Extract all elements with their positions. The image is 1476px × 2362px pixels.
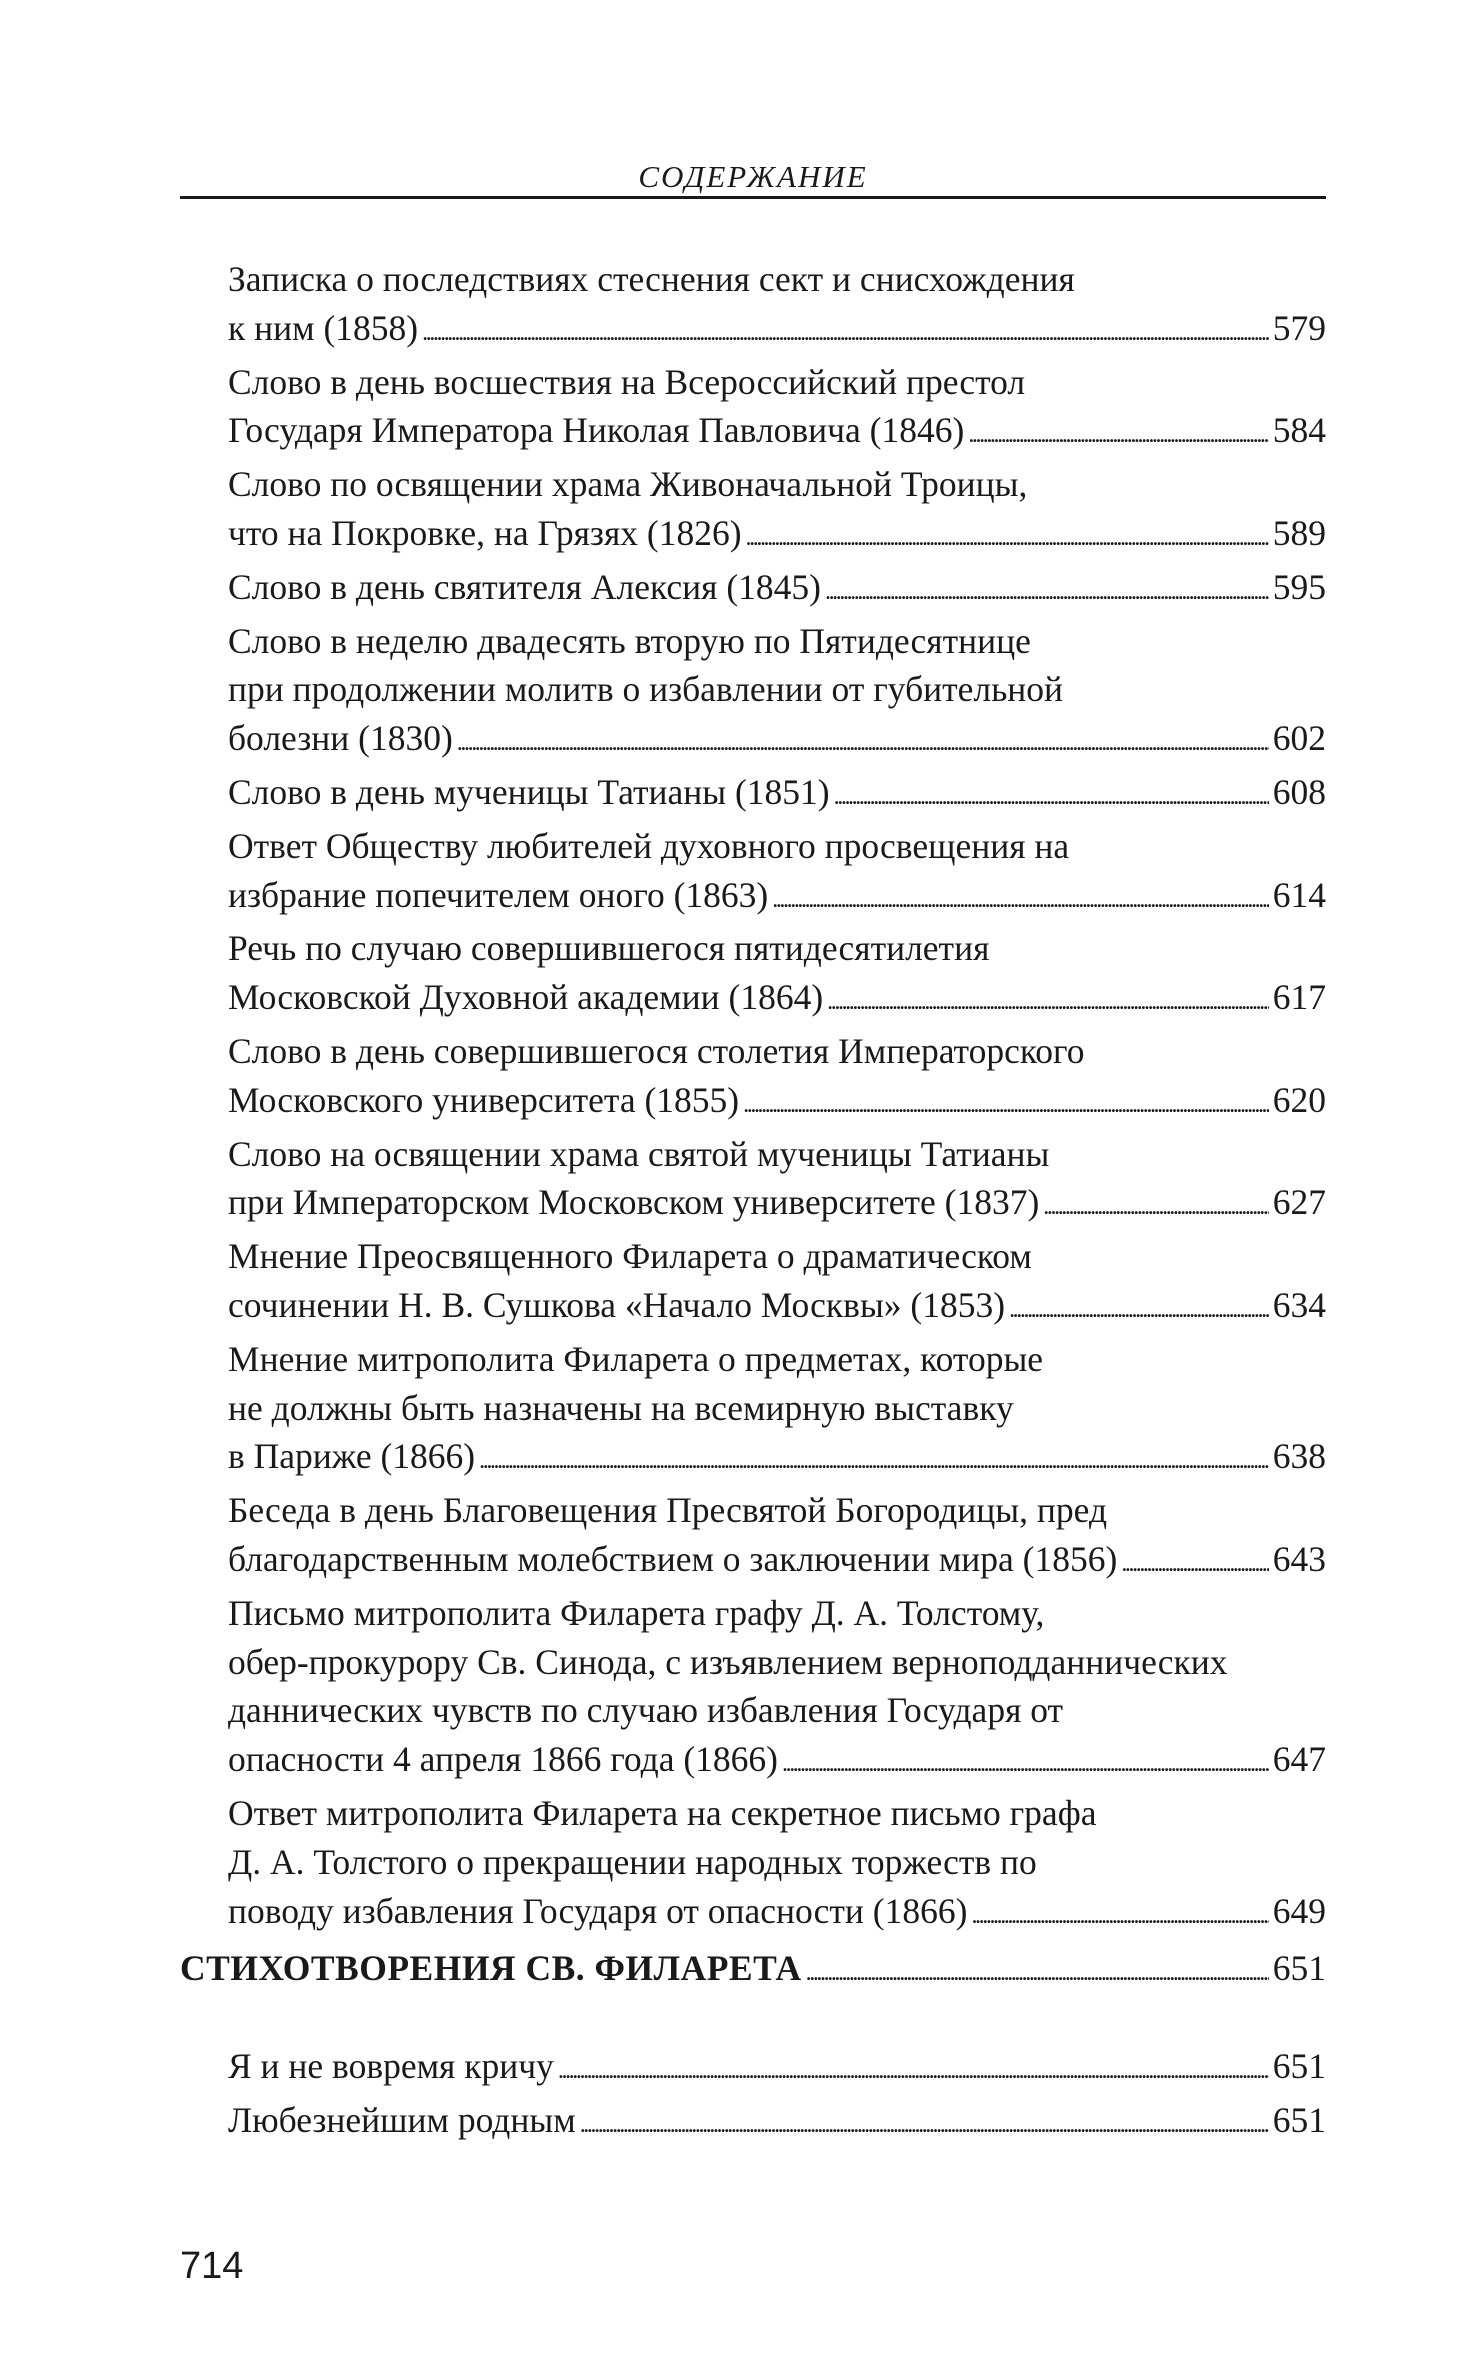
entry-title-last-line: Я и не вовремя кричу <box>228 2046 554 2086</box>
entry-page-number: 579 <box>1272 307 1326 348</box>
toc-entry[interactable] <box>228 563 1326 617</box>
section-heading-row <box>180 1944 1326 1998</box>
entry-title-last-line: благодарственным молебствием о заключении мира (1856) <box>228 1538 1118 1579</box>
leader-dots <box>806 1944 1269 1998</box>
toc-entry[interactable] <box>228 1130 1326 1233</box>
toc-entry[interactable] <box>228 358 1326 461</box>
toc-entry[interactable] <box>228 1589 1326 1789</box>
section-page-number: 651 <box>1272 1948 1326 1988</box>
entry-page-number: 651 <box>1272 2046 1326 2086</box>
entry-title-line: Слово в неделю двадесять вторую по Пятидесятнице <box>228 620 1031 661</box>
entry-title-line: Ответ Обществу любителей духовного просвещения на <box>228 825 1070 866</box>
toc-entry[interactable] <box>228 1789 1326 1940</box>
toc-entry[interactable] <box>228 1232 1326 1335</box>
entry-title-line: Слово на освящении храма святой мученицы Татианы <box>228 1133 1050 1174</box>
leader-dots <box>479 1432 1269 1486</box>
entry-title-line: Беседа в день Благовещения Пресвятой Богородицы, пред <box>228 1490 1108 1531</box>
leader-dots <box>580 2096 1269 2150</box>
entry-page-number: 651 <box>1272 2099 1326 2140</box>
entry-page-number: 608 <box>1272 771 1326 812</box>
entry-title-line: Мнение митрополита Филарета о предметах, которые <box>228 1338 1044 1379</box>
toc-entry[interactable] <box>228 617 1326 768</box>
entry-page-number: 647 <box>1272 1739 1326 1780</box>
entry-title-line: обер-прокурору Св. Синода, с изъявлением верноподданнических <box>228 1641 1228 1682</box>
entry-title-line: Слово в день совершившегося столетия Императорского <box>228 1030 1085 1071</box>
entry-title-last-line: болезни (1830) <box>228 718 453 759</box>
entry-title-last-line: к ним (1858) <box>228 307 419 348</box>
entry-title-line: Д. А. Толстого о прекращении народных торжеств по <box>228 1841 1037 1882</box>
entry-title-last-line: опасности 4 апреля 1866 года (1866) <box>228 1739 778 1780</box>
entry-page-number: 602 <box>1272 718 1326 759</box>
leader-dots <box>422 304 1269 358</box>
entry-title-last-line: что на Покровке, на Грязях (1826) <box>228 512 742 553</box>
entry-page-number: 595 <box>1272 566 1326 607</box>
toc-entry[interactable] <box>228 822 1326 925</box>
leader-dots <box>1121 1535 1268 1589</box>
entry-title-last-line: Слово в день святителя Алексия (1845) <box>228 566 821 607</box>
entry-title-last-line: Московского университета (1855) <box>228 1079 740 1120</box>
leader-dots <box>1009 1281 1269 1335</box>
leader-dots <box>457 714 1269 768</box>
entry-page-number: 620 <box>1272 1079 1326 1120</box>
leader-dots <box>834 768 1269 822</box>
running-head: СОДЕРЖАНИЕ <box>638 159 868 194</box>
entry-title-line: Слово по освящении храма Живоначальной Троицы, <box>228 464 1028 505</box>
entry-title-last-line: Слово в день мученицы Татианы (1851) <box>228 771 830 812</box>
leader-dots <box>968 406 1268 460</box>
entry-title-last-line: Московской Духовной академии (1864) <box>228 977 824 1018</box>
toc-entry[interactable] <box>228 924 1326 1027</box>
poems-list <box>228 2042 1326 2150</box>
leader-dots <box>971 1887 1268 1941</box>
entry-page-number: 589 <box>1272 512 1326 553</box>
toc-entry[interactable] <box>228 460 1326 563</box>
entry-title-line: Слово в день восшествия на Всероссийский престол <box>228 361 1026 402</box>
entry-title-line: не должны быть назначены на всемирную выставку <box>228 1387 1014 1428</box>
entry-title-line: Ответ митрополита Филарета на секретное письмо графа <box>228 1792 1097 1833</box>
section-title: СТИХОТВОРЕНИЯ СВ. ФИЛАРЕТА <box>180 1948 802 1988</box>
page-number: 714 <box>180 2245 244 2287</box>
toc-entry[interactable] <box>228 1027 1326 1130</box>
leader-dots <box>772 871 1269 925</box>
toc-entry[interactable] <box>228 255 1326 358</box>
toc-entry[interactable] <box>228 768 1326 822</box>
entry-title-line: Мнение Преосвященного Филарета о драматическом <box>228 1236 1032 1277</box>
poem-entry[interactable] <box>228 2096 1326 2150</box>
leader-dots <box>1043 1178 1268 1232</box>
toc-entry[interactable] <box>228 1486 1326 1589</box>
entry-page-number: 627 <box>1272 1182 1326 1223</box>
entry-page-number: 617 <box>1272 977 1326 1018</box>
leader-dots <box>746 509 1269 563</box>
leader-dots <box>825 563 1269 617</box>
entry-title-line: Письмо митрополита Филарета графу Д. А. Толстому, <box>228 1592 1045 1633</box>
toc-entry[interactable] <box>228 1335 1326 1486</box>
entry-page-number: 584 <box>1272 410 1326 451</box>
leader-dots <box>743 1076 1269 1130</box>
entry-page-number: 643 <box>1272 1538 1326 1579</box>
leader-dots <box>558 2042 1269 2096</box>
entry-title-last-line: избрание попечителем оного (1863) <box>228 874 769 915</box>
entry-title-line: даннических чувств по случаю избавления Государя от <box>228 1690 1064 1731</box>
entry-title-last-line: поводу избавления Государя от опасности (1866) <box>228 1890 968 1931</box>
entry-page-number: 634 <box>1272 1284 1326 1325</box>
leader-dots <box>827 973 1269 1027</box>
entry-title-last-line: в Париже (1866) <box>228 1436 476 1477</box>
entry-title-line: Записка о последствиях стеснения сект и снисхождения <box>228 259 1075 299</box>
table-of-contents <box>228 255 1326 1940</box>
entry-title-last-line: сочинении Н. В. Сушкова «Начало Москвы» (1853) <box>228 1284 1006 1325</box>
entry-page-number: 614 <box>1272 874 1326 915</box>
entry-title-last-line: Государя Императора Николая Павловича (1846) <box>228 410 965 451</box>
entry-title-last-line: при Императорском Московском университете (1837) <box>228 1182 1040 1223</box>
entry-page-number: 638 <box>1272 1436 1326 1477</box>
entry-title-line: при продолжении молитв о избавлении от губительной <box>228 669 1064 710</box>
leader-dots <box>782 1735 1269 1789</box>
entry-page-number: 649 <box>1272 1890 1326 1931</box>
poem-entry[interactable] <box>228 2042 1326 2096</box>
entry-title-last-line: Любезнейшим родным <box>228 2099 576 2140</box>
entry-title-line: Речь по случаю совершившегося пятидесятилетия <box>228 928 990 969</box>
header-rule <box>180 196 1326 199</box>
